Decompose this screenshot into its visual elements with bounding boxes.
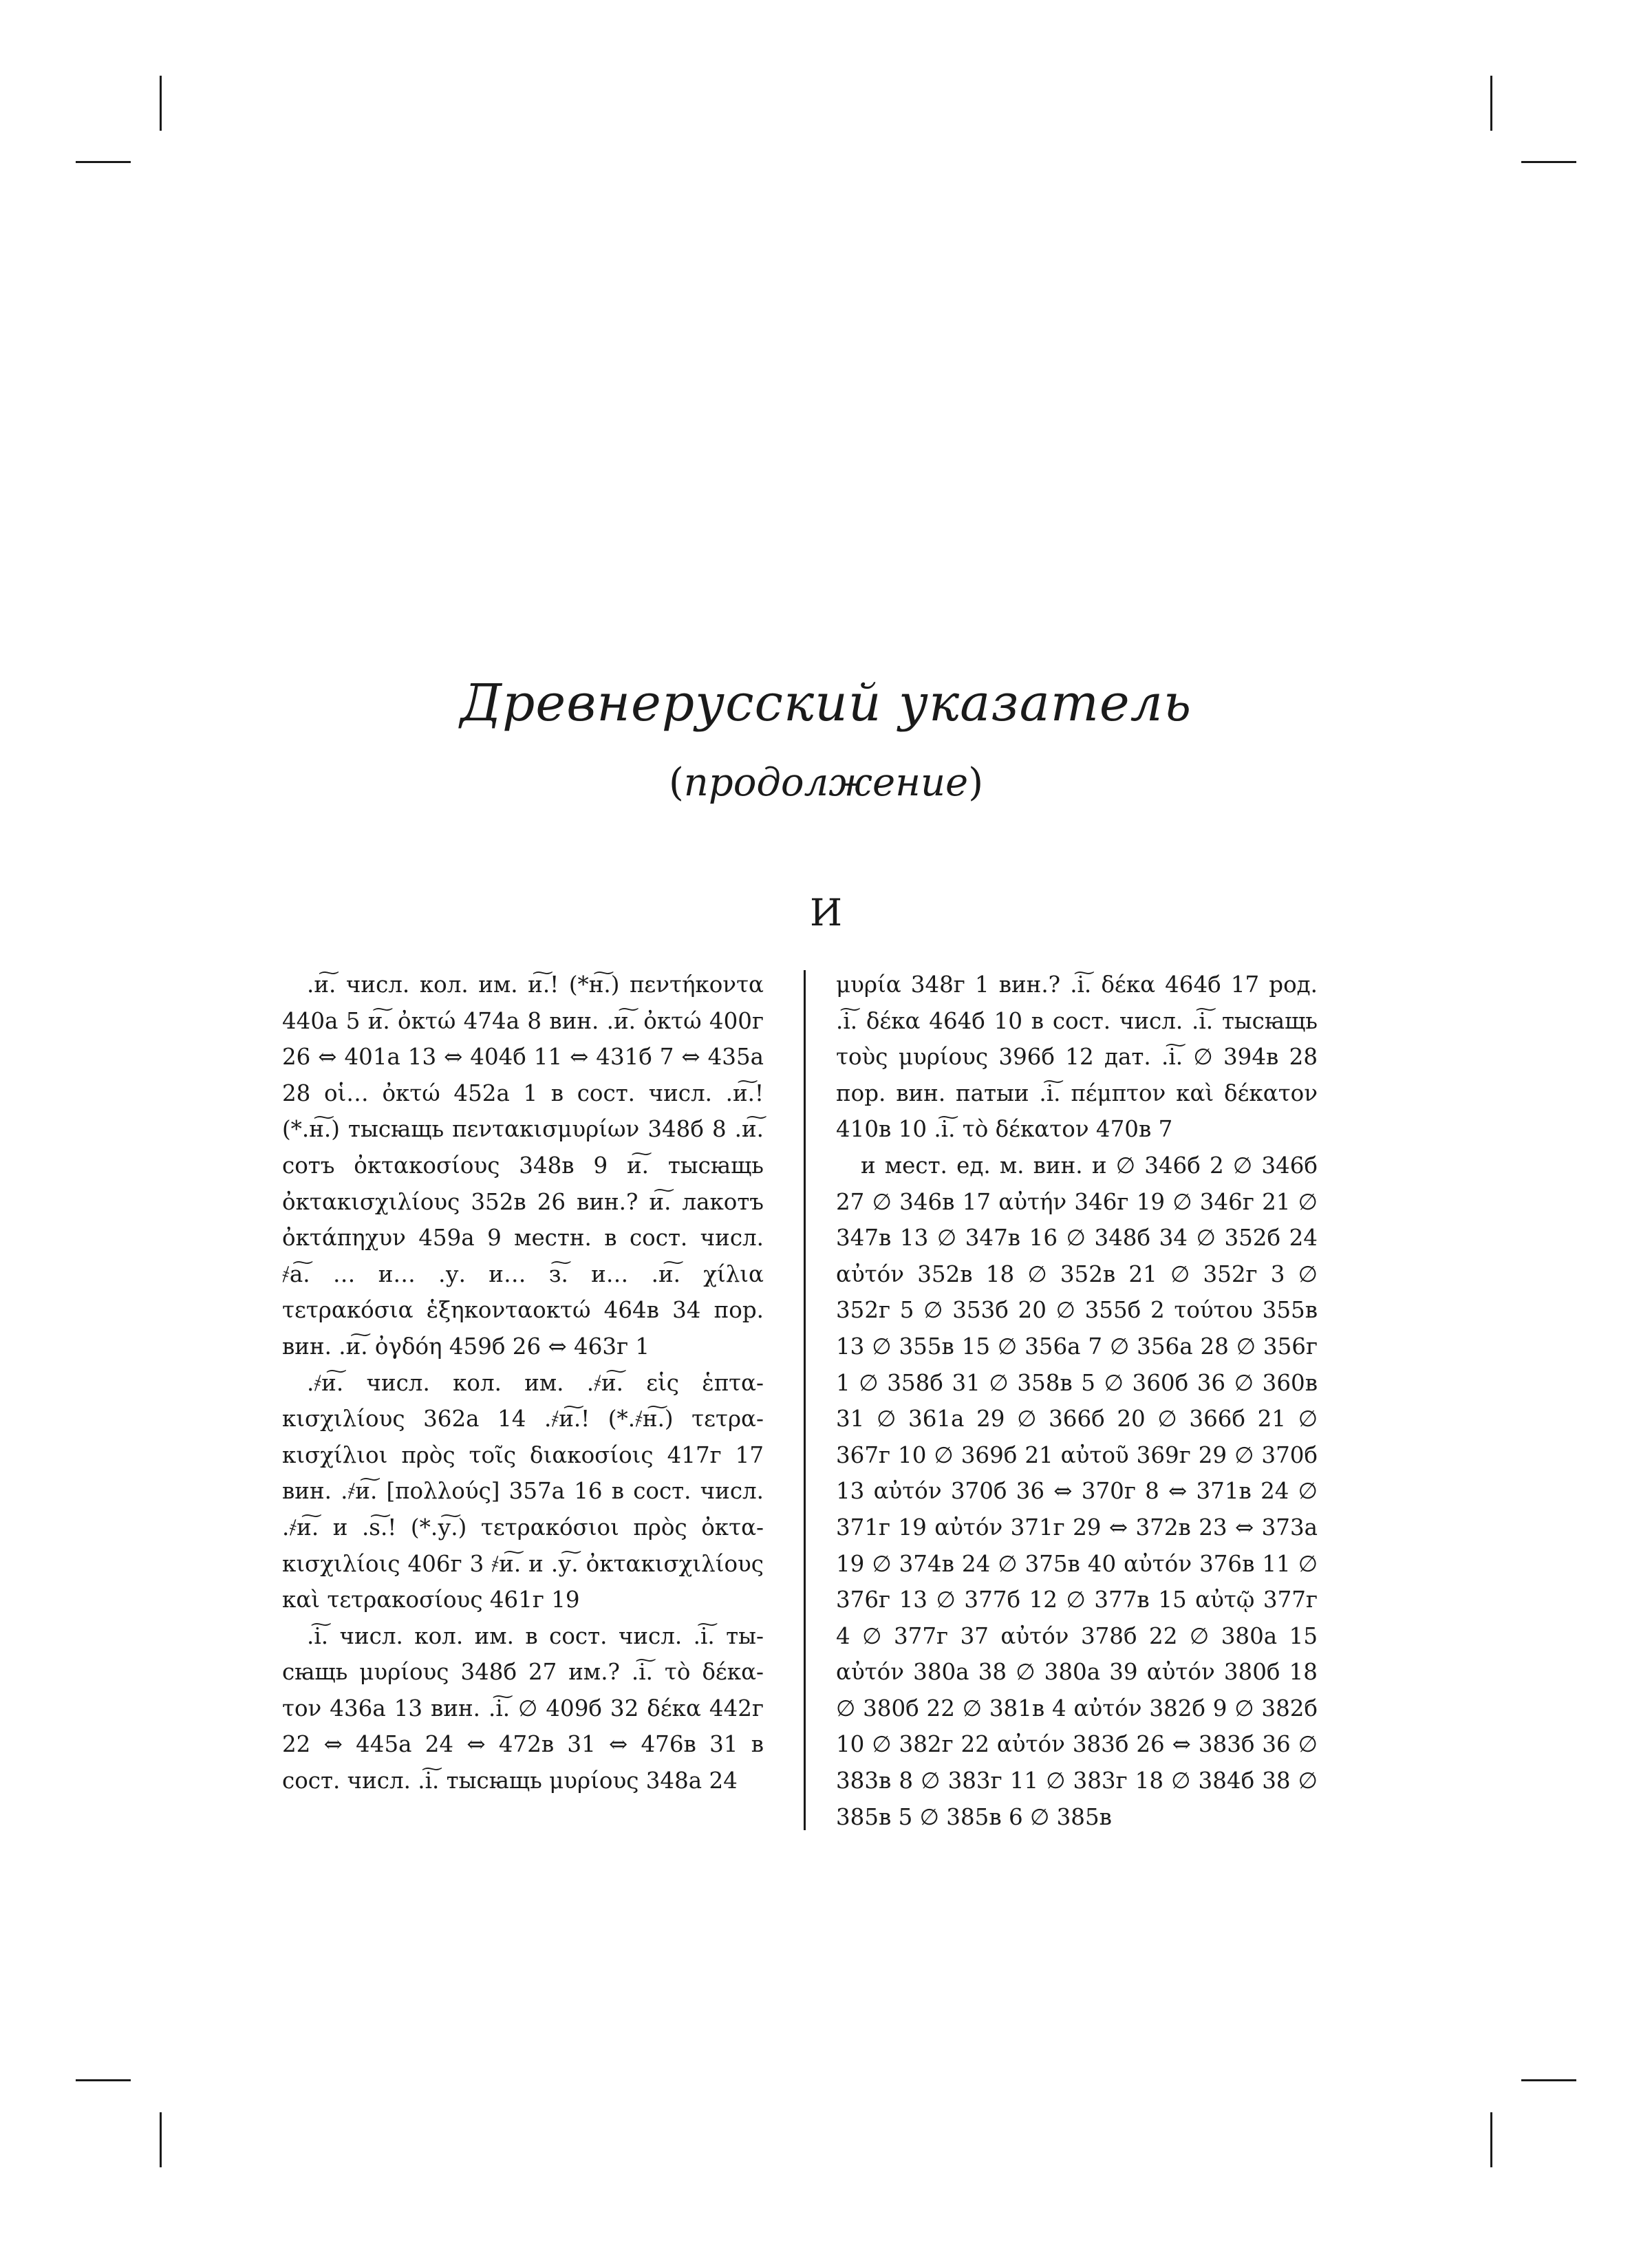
- index-entry: .и͠. числ. кол. им. и͠.! (*н͠.) πεντήκοντα 440а 5 и͠. ὀκτώ 474а 8 вин. .и͠. ὀκτώ 400г 26 ⇔ 401а 13 ⇔ 404б 11 ⇔ 431б 7 ⇔ 435а 28 οἱ… ὀκτώ 452а 1 в сост. числ. .и͠.! (*.н͠.) тысꙗщь πεντακισμυρίων 348б 8 .и͠. сотъ ὀκτακοσίους 348в 9 и͠. тысꙗщь ὀκτακισχιλίους 352в 26 вин.? и͠. лакотъ ὀκτάπηχυν 459а 9 местн. в сост. числ. ҂а͠. … и… .у. и… з͠. и… .и͠. χίλια τετρακόσια ἑξηκονταοκτώ 464в 34 пор. вин. .и͠. ὀγδόη 459б 26 ⇔ 463г 1: [282, 972, 764, 1360]
- index-entry: .і͠. числ. кол. им. в сост. числ. .і͠. тысꙗщь μυρίους 348б 27 им.? .і͠. τὸ δέκατον 436а 13 вин. .і͠. ∅ 409б 32 δέκα 442г 22 ⇔ 445а 24 ⇔ 472в 31 ⇔ 476в 31 в сост. числ. .і͠. тысꙗщь μυρίους 348а 24: [282, 1622, 764, 1794]
- right-column: [836, 967, 1318, 1835]
- page-title: Древнерусский указатель: [460, 674, 1192, 733]
- subtitle-text: продолжение: [683, 760, 969, 805]
- subtitle-open-paren: (: [668, 760, 684, 805]
- crop-mark-top-right-vertical: [1490, 76, 1492, 131]
- crop-mark-top-left-vertical: [160, 76, 162, 131]
- crop-mark-bottom-left-vertical: [160, 2112, 162, 2167]
- crop-mark-bottom-right-vertical: [1490, 2112, 1492, 2167]
- column-divider: [804, 970, 806, 1830]
- section-letter: И: [809, 891, 843, 934]
- page-subtitle: [0, 760, 1652, 805]
- crop-mark-top-right-horizontal: [1521, 161, 1576, 163]
- left-column: [282, 967, 764, 1799]
- crop-mark-top-left-horizontal: [76, 161, 131, 163]
- index-entry-continuation: μυρία 348г 1 вин.? .і͠. δέκα 464б 17 род. .і͠. δέκα 464б 10 в сост. числ. .і͠. тысꙗщь τοὺς μυρίους 396б 12 дат. .і͠. ∅ 394в 28 пор. вин. патыи .і͠. πέμπτον καὶ δέκατον 410в 10 .і͠. τὸ δέκατον 470в 7: [836, 972, 1318, 1143]
- index-entry: .҂и͠. числ. кол. им. .҂и͠. εἱς ἑπτακισχιλίους 362а 14 .҂и͠.! (*.҂н͠.) τετρακισχίλιοι πρὸς τοῖς διακοσίοις 417г 17 вин. .҂и͠. [πολλούς] 357а 16 в сост. числ. .҂и͠. и .ѕ͠.! (*.у͠.) τετρακόσιοι πρὸς ὀκτακισχιλίοις 406г 3 ҂и͠. и .у͠. ὀκτακισχιλίους καὶ τετρακοσίους 461г 19: [282, 1369, 764, 1613]
- crop-mark-bottom-left-horizontal: [76, 2079, 131, 2081]
- crop-mark-bottom-right-horizontal: [1521, 2079, 1576, 2081]
- index-entry: и мест. ед. м. вин. и ∅ 346б 2 ∅ 346б 27 ∅ 346в 17 αὐτήν 346г 19 ∅ 346г 21 ∅ 347в 13 ∅ 347в 16 ∅ 348б 34 ∅ 352б 24 αὐτόν 352в 18 ∅ 352в 21 ∅ 352г 3 ∅ 352г 5 ∅ 353б 20 ∅ 355б 2 τούτου 355в 13 ∅ 355в 15 ∅ 356а 7 ∅ 356а 28 ∅ 356г 1 ∅ 358б 31 ∅ 358в 5 ∅ 360б 36 ∅ 360в 31 ∅ 361а 29 ∅ 366б 20 ∅ 366б 21 ∅ 367г 10 ∅ 369б 21 αὐτοῦ 369г 29 ∅ 370б 13 αὐτόν 370б 36 ⇔ 370г 8 ⇔ 371в 24 ∅ 371г 19 αὐτόν 371г 29 ⇔ 372в 23 ⇔ 373а 19 ∅ 374в 24 ∅ 375в 40 αὐτόν 376в 11 ∅ 376г 13 ∅ 377б 12 ∅ 377в 15 αὐτῷ 377г 4 ∅ 377г 37 αὐτόν 378б 22 ∅ 380а 15 αὐτόν 380а 38 ∅ 380а 39 αὐτόν 380б 18 ∅ 380б 22 ∅ 381в 4 αὐτόν 382б 9 ∅ 382б 10 ∅ 382г 22 αὐτόν 383б 26 ⇔ 383б 36 ∅ 383в 8 ∅ 383г 11 ∅ 383г 18 ∅ 384б 38 ∅ 385в 5 ∅ 385в 6 ∅ 385в: [836, 1152, 1318, 1830]
- subtitle-close-paren: ): [968, 760, 984, 805]
